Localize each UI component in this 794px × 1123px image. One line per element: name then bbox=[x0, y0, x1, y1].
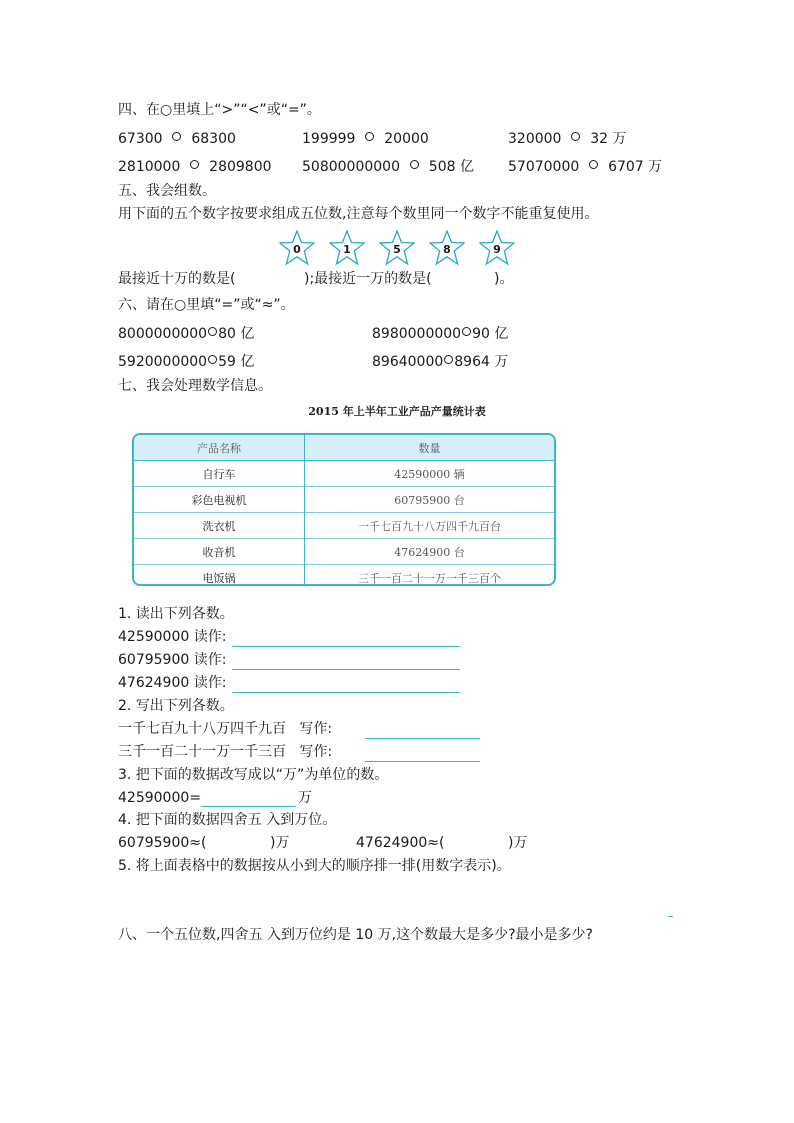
product-name-cell: 电饭锅 bbox=[134, 565, 305, 587]
answer-circle[interactable] bbox=[589, 160, 598, 169]
table-row bbox=[134, 539, 554, 565]
quantity-cell: 一千七百九十八万四千九百台 bbox=[305, 513, 555, 539]
table-header-row bbox=[134, 435, 554, 461]
section5-question-part2: );最接近一万的数是( bbox=[304, 271, 432, 287]
column-header: 产品名称 bbox=[134, 435, 305, 461]
answer-circle[interactable] bbox=[208, 327, 217, 336]
quantity-cell: 42590000 辆 bbox=[305, 461, 555, 487]
product-name-cell: 收音机 bbox=[134, 539, 305, 565]
q2-title: 2. 写出下列各数。 bbox=[118, 698, 234, 714]
digit-label: 5 bbox=[393, 243, 401, 256]
digit-label: 8 bbox=[443, 243, 451, 256]
digit-label: 9 bbox=[493, 243, 501, 256]
table-title: 2015 年上半年工业产品产量统计表 bbox=[308, 405, 486, 418]
approx-item: 8000000000 80 亿 bbox=[118, 326, 255, 342]
answer-circle[interactable] bbox=[571, 132, 580, 141]
digit-star-icon bbox=[279, 230, 315, 266]
compare-item: 50800000000 508 亿 bbox=[302, 159, 474, 175]
section4-heading: 四、在○里填上“>”“<”或“=”。 bbox=[118, 102, 321, 118]
q2-line: 一千七百九十八万四千九百 写作: bbox=[118, 721, 333, 737]
q4-part-a-end: )万 bbox=[270, 835, 290, 851]
q4-part-a: 60795900≈( bbox=[118, 835, 207, 851]
answer-circle[interactable] bbox=[365, 132, 374, 141]
digit-star-icon bbox=[429, 230, 465, 266]
answer-circle[interactable] bbox=[208, 355, 217, 364]
answer-blank[interactable] bbox=[232, 669, 460, 670]
q4-part-b: 47624900≈( bbox=[356, 835, 445, 851]
product-name-cell: 洗衣机 bbox=[134, 513, 305, 539]
section5-question-part3: )。 bbox=[494, 271, 514, 287]
quantity-cell: 三千一百二十一万一千三百个 bbox=[305, 565, 555, 587]
section6-heading: 六、请在○里填“=”或“≈”。 bbox=[118, 297, 295, 313]
digit-label: 0 bbox=[293, 243, 301, 256]
table-row bbox=[134, 461, 554, 487]
compare-item: 57070000 6707 万 bbox=[508, 159, 663, 175]
q2-line: 三千一百二十一万一千三百 写作: bbox=[118, 744, 333, 760]
table-row bbox=[134, 565, 554, 587]
digit-star-icon bbox=[379, 230, 415, 266]
section5-instruction: 用下面的五个数字按要求组成五位数,注意每个数里同一个数字不能重复使用。 bbox=[118, 206, 599, 222]
q1-line-label: 60795900 读作: bbox=[118, 652, 227, 668]
production-table bbox=[132, 433, 556, 586]
q1-title: 1. 读出下列各数。 bbox=[118, 606, 234, 622]
compare-item: 199999 20000 bbox=[302, 131, 429, 147]
section7-heading: 七、我会处理数学信息。 bbox=[118, 378, 272, 394]
digit-label: 1 bbox=[343, 243, 351, 256]
section5-heading: 五、我会组数。 bbox=[118, 183, 216, 199]
approx-item: 8980000000 90 亿 bbox=[372, 326, 509, 342]
digit-star-icon bbox=[479, 230, 515, 266]
q4-title: 4. 把下面的数据四舍五 入到万位。 bbox=[118, 812, 337, 828]
answer-blank[interactable] bbox=[365, 738, 480, 739]
q3-title: 3. 把下面的数据改写成以“万”为单位的数。 bbox=[118, 767, 389, 783]
answer-circle[interactable] bbox=[462, 327, 471, 336]
q4-part-b-end: )万 bbox=[508, 835, 528, 851]
q5-title: 5. 将上面表格中的数据按从小到大的顺序排一排(用数字表示)。 bbox=[118, 858, 511, 874]
answer-circle[interactable] bbox=[410, 160, 419, 169]
approx-item: 89640000 8964 万 bbox=[372, 354, 509, 370]
quantity-cell: 47624900 台 bbox=[305, 539, 555, 565]
answer-circle[interactable] bbox=[190, 160, 199, 169]
q3-unit: 万 bbox=[298, 790, 312, 806]
compare-item: 320000 32 万 bbox=[508, 131, 627, 147]
compare-item: 67300 68300 bbox=[118, 131, 236, 147]
product-name-cell: 自行车 bbox=[134, 461, 305, 487]
stray-mark bbox=[668, 916, 673, 917]
section5-question-part1: 最接近十万的数是( bbox=[118, 271, 236, 287]
table-row bbox=[134, 513, 554, 539]
answer-blank[interactable] bbox=[201, 806, 296, 807]
column-header: 数量 bbox=[305, 435, 555, 461]
q3-left: 42590000= bbox=[118, 790, 201, 806]
quantity-cell: 60795900 台 bbox=[305, 487, 555, 513]
product-name-cell: 彩色电视机 bbox=[134, 487, 305, 513]
answer-blank[interactable] bbox=[365, 761, 480, 762]
digit-star-icon bbox=[329, 230, 365, 266]
q1-line-label: 42590000 读作: bbox=[118, 629, 227, 645]
q1-line-label: 47624900 读作: bbox=[118, 675, 227, 691]
table-row bbox=[134, 487, 554, 513]
approx-item: 5920000000 59 亿 bbox=[118, 354, 255, 370]
section8-question: 八、一个五位数,四舍五 入到万位约是 10 万,这个数最大是多少?最小是多少? bbox=[118, 927, 593, 943]
answer-blank[interactable] bbox=[232, 646, 460, 647]
answer-circle[interactable] bbox=[172, 132, 181, 141]
answer-circle[interactable] bbox=[444, 355, 453, 364]
compare-item: 2810000 2809800 bbox=[118, 159, 272, 175]
answer-blank[interactable] bbox=[232, 692, 460, 693]
